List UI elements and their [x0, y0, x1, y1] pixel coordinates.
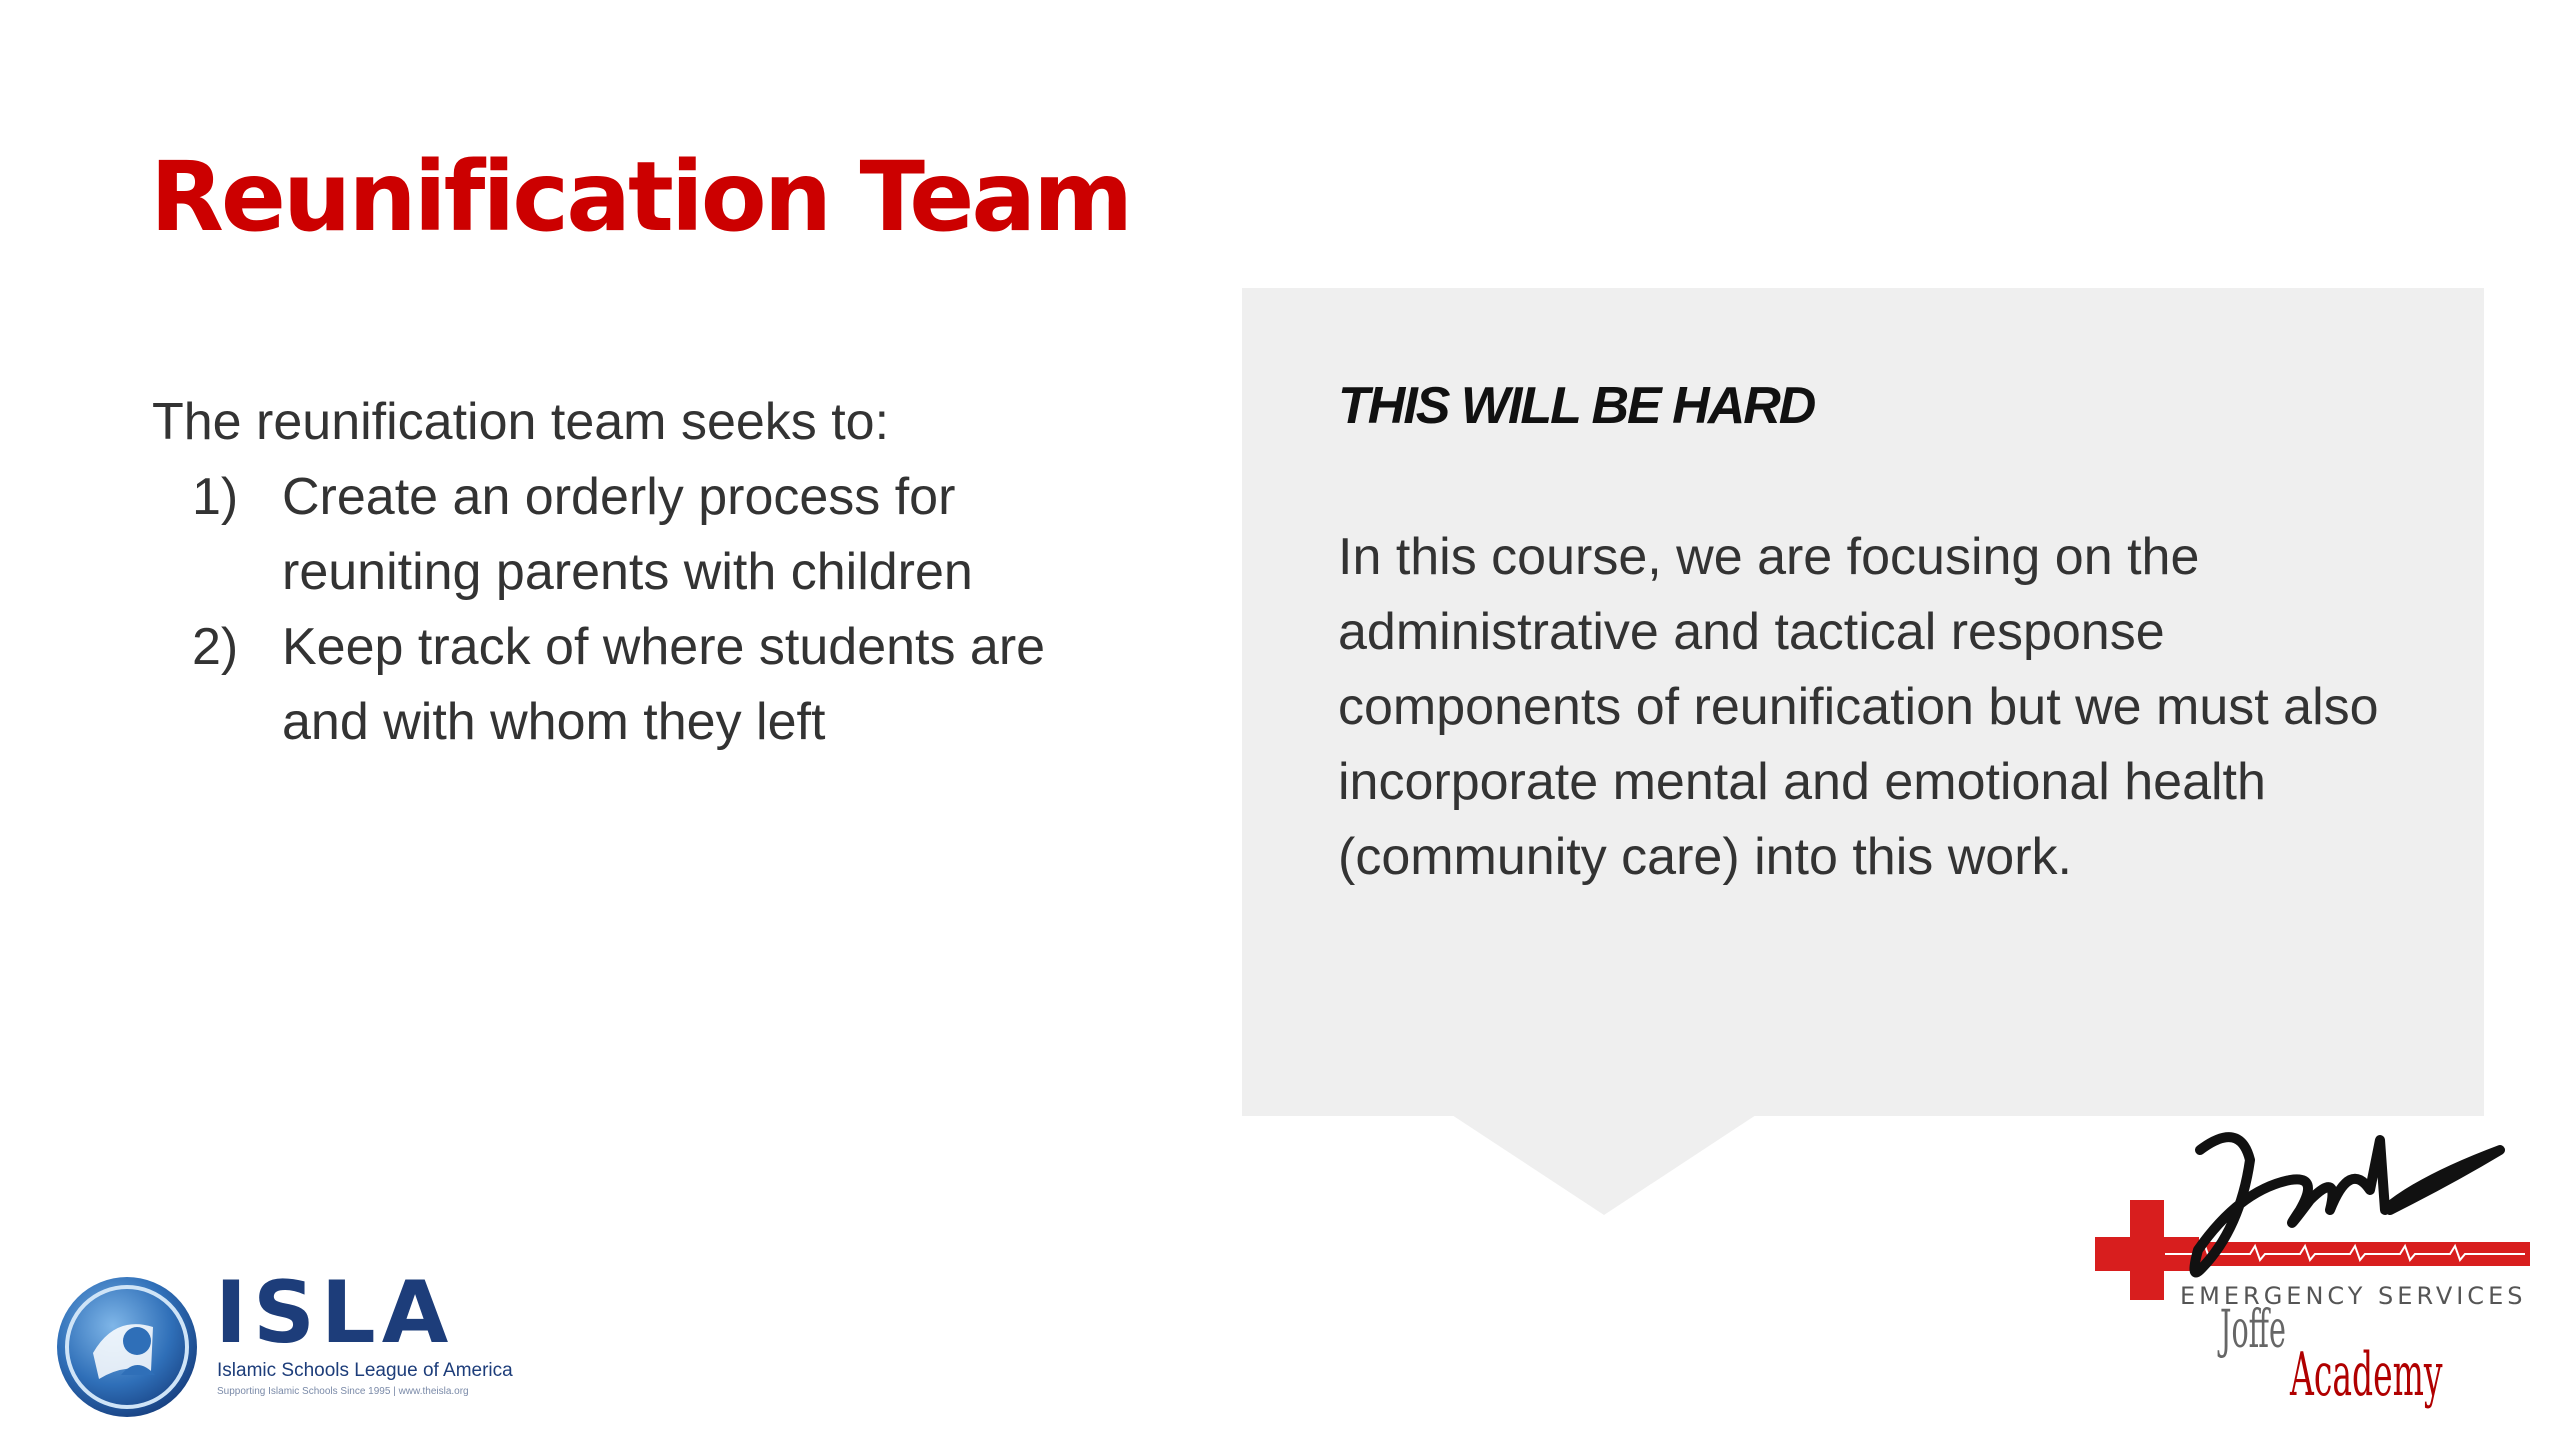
- isla-tagline: Supporting Islamic Schools Since 1995 | www.theisla.org: [217, 1386, 469, 1397]
- joffe-academy-name: Joffe: [2220, 1300, 2286, 1360]
- goal-list: [152, 460, 1152, 760]
- isla-subtitle: Islamic Schools League of America: [217, 1360, 513, 1381]
- callout-line: components of reunification but we must also: [1338, 678, 2379, 736]
- joffe-logo: [2090, 1120, 2540, 1420]
- red-cross-icon: [2090, 1120, 2540, 1300]
- list-item-line: Keep track of where students are: [282, 618, 1046, 676]
- joffe-services-text: EMERGENCY SERVICES: [2180, 1282, 2527, 1310]
- list-item-line: reuniting parents with children: [282, 543, 973, 601]
- left-content: [152, 385, 1152, 760]
- callout-line: incorporate mental and emotional health: [1338, 753, 2266, 811]
- list-item-line: and with whom they left: [282, 693, 826, 751]
- callout-heading: THIS WILL BE HARD: [1338, 377, 1815, 435]
- callout-box: [1242, 288, 2484, 1116]
- isla-emblem-icon: [55, 1275, 200, 1420]
- intro-text: The reunification team seeks to:: [152, 393, 890, 451]
- callout-line: In this course, we are focusing on the: [1338, 528, 2200, 586]
- isla-wordmark: ISLA: [215, 1263, 455, 1363]
- isla-logo: [55, 1263, 525, 1420]
- list-number: 2): [192, 618, 239, 676]
- joffe-academy-label: Academy: [2290, 1340, 2443, 1410]
- list-item: [152, 460, 1152, 610]
- callout-line: administrative and tactical response: [1338, 603, 2165, 661]
- callout-text: [1338, 520, 2428, 895]
- callout-tail: [1452, 1115, 1756, 1215]
- list-item: [152, 610, 1152, 760]
- list-number: 1): [192, 468, 239, 526]
- list-item-line: Create an orderly process for: [282, 468, 956, 526]
- slide-title: Reunification Team: [150, 141, 1131, 253]
- callout-line: (community care) into this work.: [1338, 828, 2072, 886]
